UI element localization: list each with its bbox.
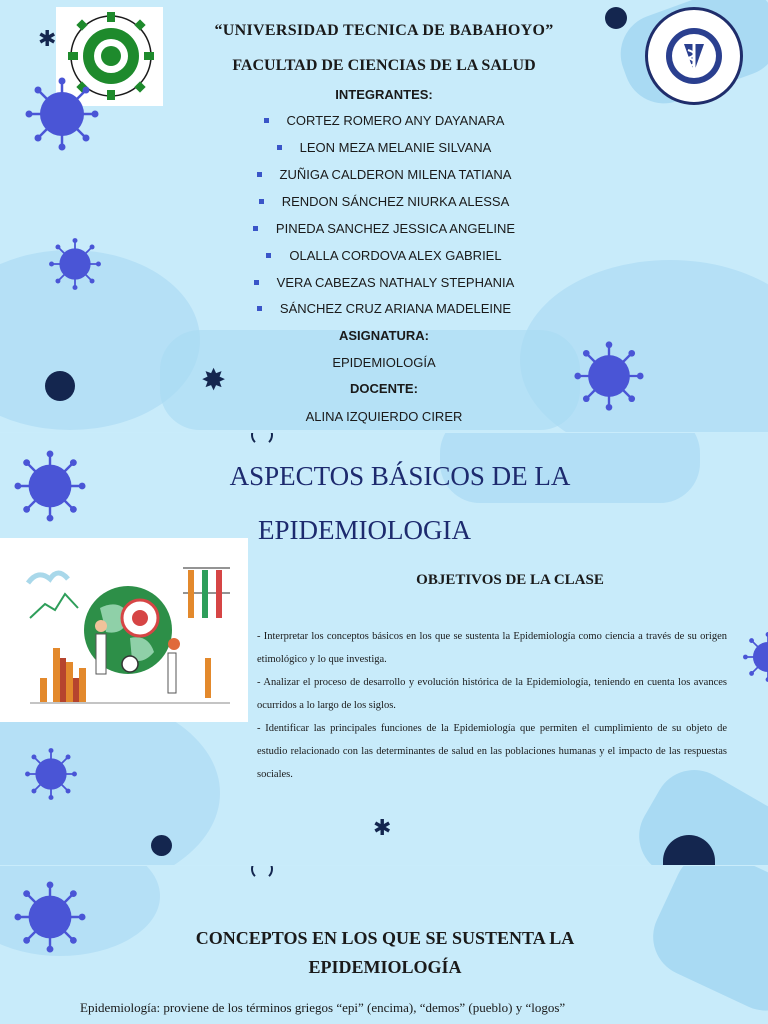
- concepts-title: [130, 924, 640, 982]
- member-name: ZUÑIGA CALDERON MILENA TATIANA: [279, 167, 512, 182]
- concepts-title-line1: CONCEPTOS EN LOS QUE SE SUSTENTA LA: [195, 928, 575, 948]
- members-label: INTEGRANTES:: [335, 87, 433, 102]
- star-icon: ✸: [201, 363, 227, 398]
- concepts-title-line2: EPIDEMIOLOGÍA: [308, 957, 462, 977]
- objective-item: - Interpretar los conceptos básicos en los que se sustenta la Epidemiología como ciencia a través de su origen etimológico y lo que investiga.: [257, 631, 727, 665]
- asterisk-icon: ✱: [373, 816, 392, 841]
- virus-icon: [13, 449, 87, 523]
- teacher-name: ALINA IZQUIERDO CIRER: [305, 409, 463, 424]
- university-name: “UNIVERSIDAD TECNICA DE BABAHOYO”: [214, 22, 554, 39]
- member-item: [0, 140, 768, 155]
- member-item: [0, 275, 768, 290]
- objectives-title: OBJETIVOS DE LA CLASE: [416, 572, 604, 588]
- member-item: [0, 194, 768, 209]
- epidemiology-illustration: [0, 538, 248, 722]
- bullet-icon: [264, 118, 269, 123]
- objective-item: - Identificar las principales funciones de la Epidemiología que permiten el cumplimiento de su objeto de estudio relacionado con las determinantes de salud en las poblaciones humanas y el impacto de las respuestas sociales.: [257, 723, 727, 780]
- objectives-list: [257, 625, 727, 786]
- bullet-icon: [259, 199, 264, 204]
- concepts-paragraph: Epidemiología: proviene de los términos griegos “epi” (encima), “demos” (pueblo) y “logos”: [80, 1000, 566, 1015]
- member-name: SÁNCHEZ CRUZ ARIANA MADELEINE: [279, 301, 512, 316]
- virus-icon: [48, 237, 102, 291]
- teacher-label: DOCENTE:: [350, 381, 418, 396]
- aspects-slide: [0, 433, 768, 865]
- ring-icon: [251, 866, 273, 880]
- decorative-dot: [605, 7, 627, 29]
- virus-icon: [13, 880, 87, 954]
- member-name: VERA CABEZAS NATHALY STEPHANIA: [276, 275, 515, 290]
- subject-label: ASIGNATURA:: [338, 328, 430, 343]
- member-name: CORTEZ ROMERO ANY DAYANARA: [286, 113, 505, 128]
- bullet-icon: [254, 280, 259, 285]
- objective-item: - Analizar el proceso de desarrollo y evolución histórica de la Epidemiología, teniendo en cuenta los avances ocurridos a lo largo de los siglos.: [257, 677, 727, 711]
- member-name: LEON MEZA MELANIE SILVANA: [299, 140, 492, 155]
- slide-title-line1: ASPECTOS BÁSICOS DE LA: [229, 461, 571, 491]
- decorative-dot: [45, 371, 75, 401]
- slide-title-line2: EPIDEMIOLOGIA: [258, 515, 471, 545]
- member-item: [0, 301, 768, 316]
- virus-icon: [742, 631, 768, 683]
- bullet-icon: [257, 306, 262, 311]
- concepts-slide: [0, 866, 768, 1024]
- subject-name: EPIDEMIOLOGÍA: [332, 355, 436, 370]
- faculty-name: FACULTAD DE CIENCIAS DE LA SALUD: [232, 57, 536, 74]
- cover-slide: [0, 0, 768, 432]
- bullet-icon: [277, 145, 282, 150]
- virus-icon: [24, 76, 100, 152]
- asterisk-icon: ✱: [38, 27, 57, 52]
- member-item: [0, 167, 768, 182]
- virus-icon: [24, 747, 78, 801]
- bullet-icon: [266, 253, 271, 258]
- decorative-dot: [151, 835, 172, 856]
- bullet-icon: [257, 172, 262, 177]
- virus-icon: [573, 340, 645, 412]
- ring-icon: [251, 433, 273, 446]
- member-name: PINEDA SANCHEZ JESSICA ANGELINE: [275, 221, 516, 236]
- member-name: OLALLA CORDOVA ALEX GABRIEL: [289, 248, 502, 263]
- member-item: [0, 113, 768, 128]
- member-name: RENDON SÁNCHEZ NIURKA ALESSA: [281, 194, 510, 209]
- bullet-icon: [253, 226, 258, 231]
- member-item: [0, 221, 768, 236]
- member-item: [0, 248, 768, 263]
